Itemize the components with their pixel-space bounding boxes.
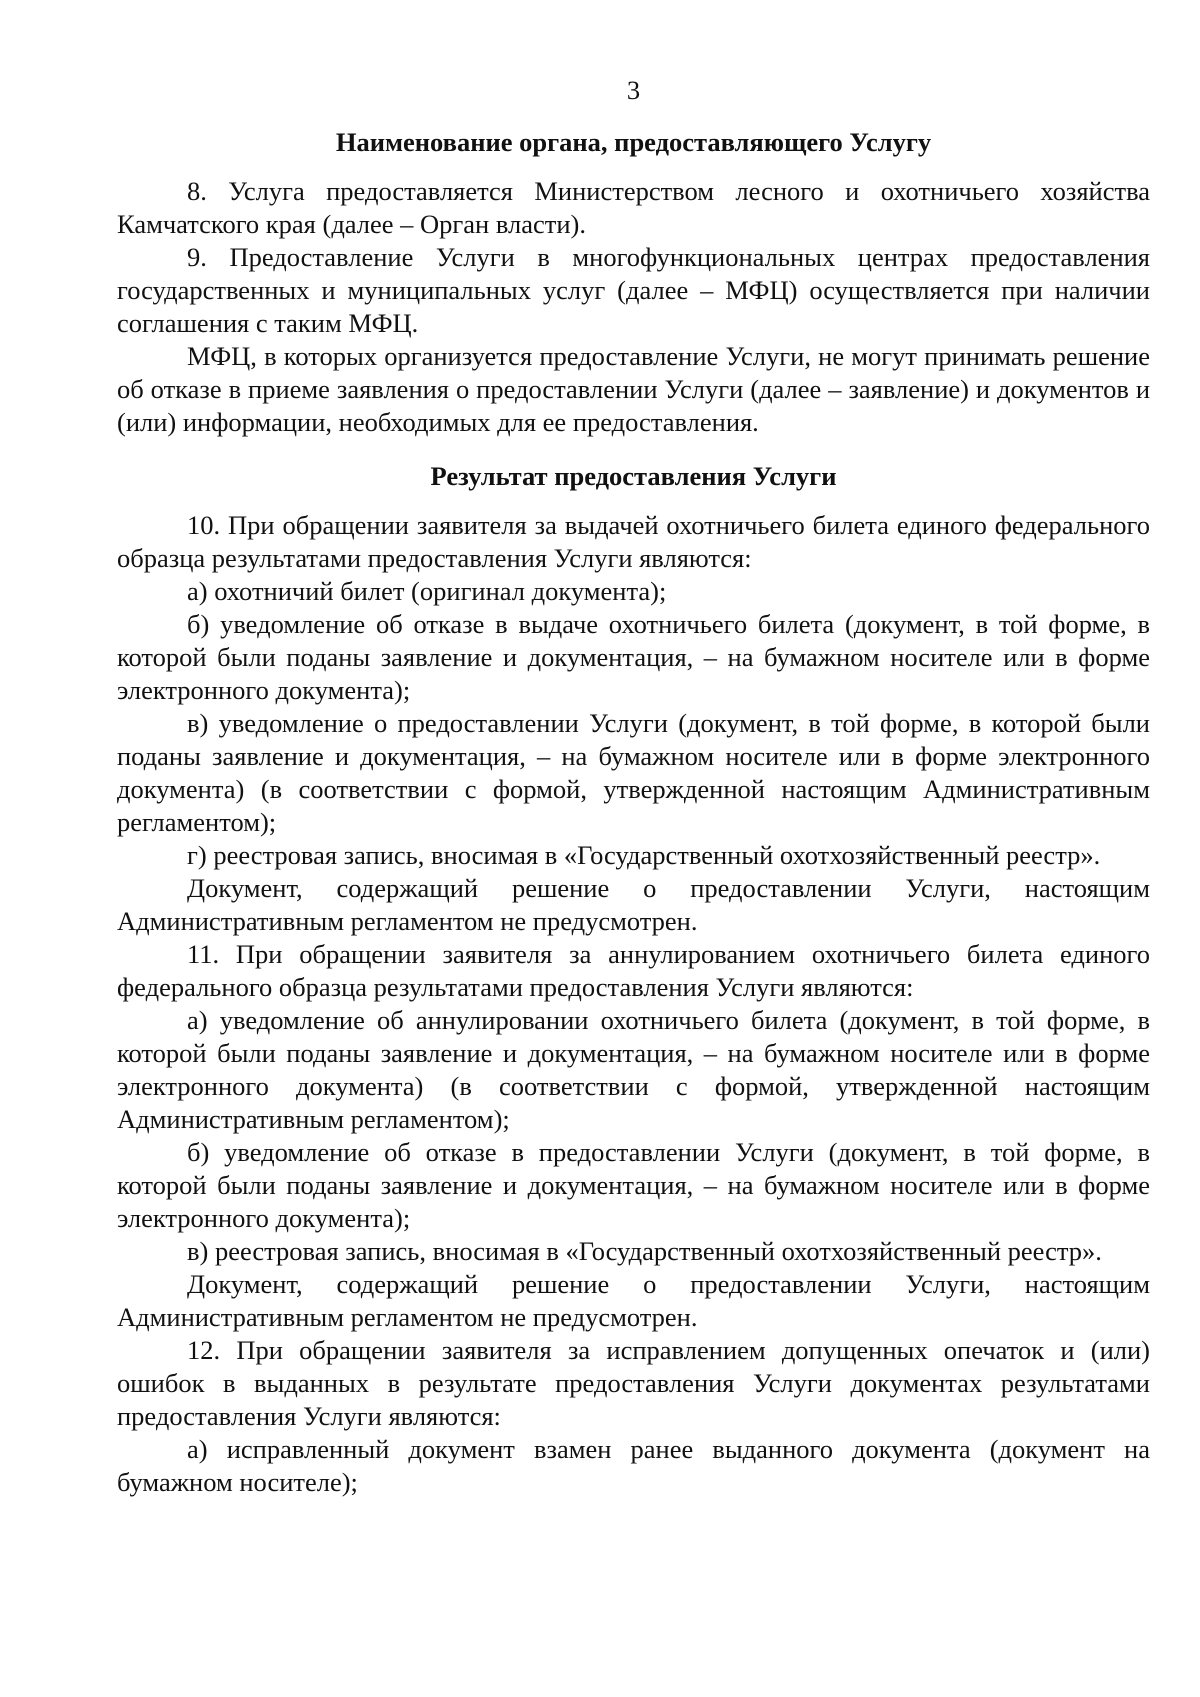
paragraph-8: 8. Услуга предоставляется Министерством лесного и охотничьего хозяйства Камчатского края (далее – Орган власти). [117,176,1150,239]
page-number: 3 [626,75,641,105]
section-heading-authority: Наименование органа, предоставляющего Услугу [335,127,932,157]
paragraph-10-v: в) уведомление о предоставлении Услуги (документ, в той форме, в которой были поданы заявление и документация, – на бумажном носителе или в форме электронного документа) (в соответствии с формой, утвержденной настоящим Административным регламентом); [117,708,1150,837]
paragraph-9: 9. Предоставление Услуги в многофункциональных центрах предоставления государственных и муниципальных услуг (далее – МФЦ) осуществляется при наличии соглашения с таким МФЦ. [117,242,1150,338]
paragraph-10-b: б) уведомление об отказе в выдаче охотничьего билета (документ, в той форме, в которой были поданы заявление и документация, – на бумажном носителе или в форме электронного документа); [117,609,1150,705]
paragraph-10-g: г) реестровая запись, вносимая в «Государственный охотхозяйственный реестр». [187,840,1101,870]
paragraph-11-b: б) уведомление об отказе в предоставлении Услуги (документ, в той форме, в которой были поданы заявление и документация, – на бумажном носителе или в форме электронного документа); [117,1137,1150,1233]
paragraph-11: 11. При обращении заявителя за аннулированием охотничьего билета единого федерального образца результатами предоставления Услуги являются: [117,939,1150,1002]
paragraph-10-a: а) охотничий билет (оригинал документа); [187,576,667,606]
paragraph-11-note: Документ, содержащий решение о предоставлении Услуги, настоящим Административным регламентом не предусмотрен. [117,1269,1150,1332]
paragraph-10-note: Документ, содержащий решение о предоставлении Услуги, настоящим Административным регламентом не предусмотрен. [117,873,1150,936]
document-body [117,126,1150,1499]
paragraph-11-v: в) реестровая запись, вносимая в «Государственный охотхозяйственный реестр». [187,1236,1102,1266]
section-heading-result: Результат предоставления Услуги [430,461,837,491]
paragraph-mfc: МФЦ, в которых организуется предоставление Услуги, не могут принимать решение об отказе в приеме заявления о предоставлении Услуги (далее – заявление) и документов и (или) информации, необходимых для ее предоставления. [117,341,1150,437]
paragraph-10: 10. При обращении заявителя за выдачей охотничьего билета единого федерального образца результатами предоставления Услуги являются: [117,510,1150,573]
paragraph-11-a: а) уведомление об аннулировании охотничьего билета (документ, в той форме, в которой были поданы заявление и документация, – на бумажном носителе или в форме электронного документа) (в соответствии с формой, утвержденной настоящим Административным регламентом); [117,1005,1150,1134]
paragraph-12-a: а) исправленный документ взамен ранее выданного документа (документ на бумажном носителе); [117,1434,1150,1497]
paragraph-12: 12. При обращении заявителя за исправлением допущенных опечаток и (или) ошибок в выданных в результате предоставления Услуги документах результатами предоставления Услуги являются: [117,1335,1150,1431]
